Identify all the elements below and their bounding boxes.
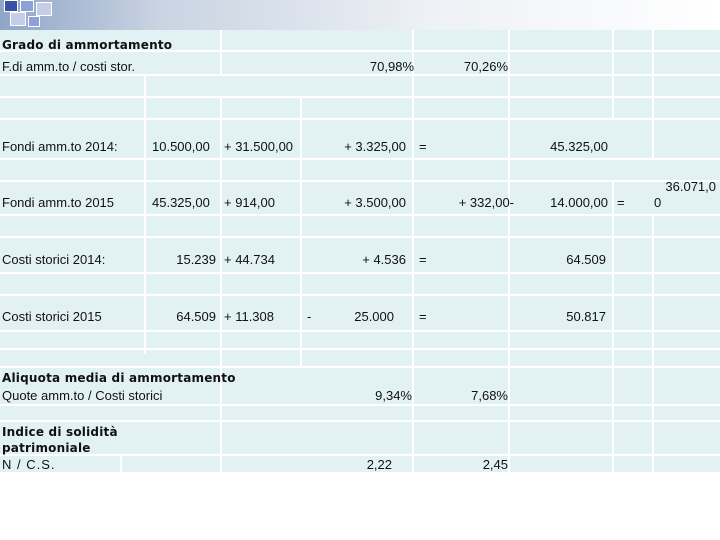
fondi-2015-result-line2: 0: [654, 195, 662, 210]
value-aliquota-2: 7,68%: [471, 388, 508, 403]
decor-square-icon: [28, 16, 40, 27]
costi-2014-eq: =: [419, 252, 427, 267]
label-fondi-2015: Fondi amm.to 2015: [2, 195, 115, 210]
costi-2015-result: 50.817: [566, 309, 606, 324]
value-solidita-2: 2,45: [482, 457, 508, 472]
costi-2014-result: 64.509: [566, 252, 606, 267]
decor-square-icon: [10, 12, 26, 26]
costi-2015-b: + 11.308: [224, 309, 275, 324]
costi-2015-minus: -: [307, 309, 312, 324]
fondi-2014-a: 10.500,00: [152, 139, 210, 154]
value-aliquota-1: 9,34%: [375, 388, 412, 403]
costi-2015-a: 64.509: [176, 309, 216, 324]
title-bar-gradient: [0, 0, 720, 30]
fondi-2015-c: + 3.500,00: [344, 195, 406, 210]
decor-square-icon: [4, 0, 18, 12]
fondi-2015-b: + 914,00: [224, 195, 275, 210]
label-costi-2014: Costi storici 2014:: [2, 252, 106, 267]
fondi-2015-d: + 332,00-: [458, 195, 514, 210]
fondi-2015-result-line1: 36.071,0: [665, 179, 716, 194]
fondi-2014-b: + 31.500,00: [224, 139, 294, 154]
fondi-2014-c: + 3.325,00: [344, 139, 406, 154]
label-costi-2015: Costi storici 2015: [2, 309, 102, 324]
costi-2015-c: 25.000: [354, 309, 394, 324]
costi-2014-a: 15.239: [176, 252, 216, 267]
section-title-grado: Grado di ammortamento: [2, 38, 173, 52]
value-solidita-1: 2,22: [366, 457, 392, 472]
section-title-solidita-2: patrimoniale: [2, 441, 91, 455]
section-title-aliquota: Aliquota media di ammortamento: [2, 371, 236, 385]
formula-grado: F.di amm.to / costi stor.: [2, 59, 135, 74]
fondi-2015-e: 14.000,00: [550, 195, 608, 210]
costi-2014-c: + 4.536: [362, 252, 406, 267]
formula-solidita: N / C.S.: [2, 457, 56, 472]
label-fondi-2014: Fondi amm.to 2014:: [2, 139, 118, 154]
decor-square-icon: [36, 2, 52, 16]
costi-2015-eq: =: [419, 309, 427, 324]
fondi-2014-eq: =: [419, 139, 427, 154]
section-title-solidita-1: Indice di solidità: [2, 425, 118, 439]
costi-2014-b: + 44.734: [224, 252, 275, 267]
spreadsheet-table: [0, 30, 720, 472]
decor-square-icon: [20, 0, 34, 12]
fondi-2015-eq: =: [617, 195, 625, 210]
formula-aliquota: Quote amm.to / Costi storici: [2, 388, 163, 403]
fondi-2014-result: 45.325,00: [550, 139, 608, 154]
value-grado-1: 70,98%: [369, 59, 414, 74]
fondi-2015-a: 45.325,00: [152, 195, 210, 210]
value-grado-2: 70,26%: [463, 59, 508, 74]
